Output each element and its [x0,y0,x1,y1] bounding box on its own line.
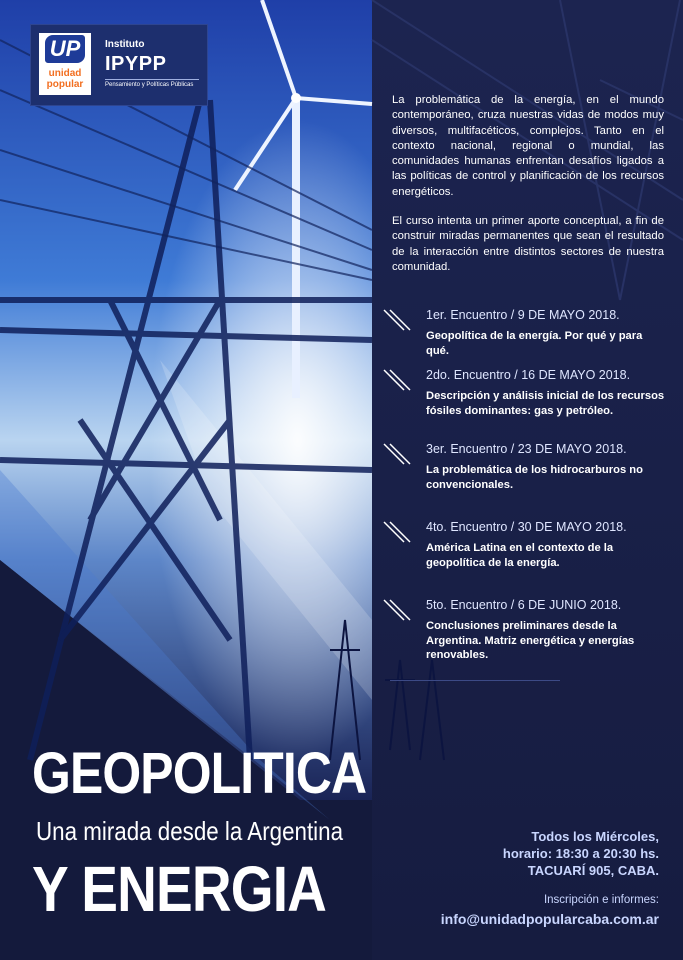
institute-label: Instituto [105,39,145,50]
double-slash-icon [380,308,420,342]
schedule-day: Todos los Miércoles, [531,829,659,844]
intro-paragraph-2: El curso intenta un primer aporte conceptual, a fin de construir miradas permanentes que sean el resultado de la interacción entre distintos sectores de nuestra comunidad. [392,215,664,273]
schedule-info [503,828,659,879]
intro-paragraph-1: La problemática de la energía, en el mundo contemporáneo, cruza nuestras vidas de modos muy diversos, multifacéticos, complejos. Tanto en el contexto nacional, regional o mundial, las comunidades humanas enfrentan desafíos ligados a las políticas de control y planificación de los recursos energéticos. [392,94,664,198]
up-logo-letters: UP [45,35,85,63]
session-description: Conclusiones preliminares desde la Argentina. Matriz energética y energías renovables. [426,620,635,661]
sessions-divider [390,680,560,681]
up-logo-word-2: popular [46,79,84,90]
registration-label: Inscripción e informes: [543,894,659,906]
double-slash-icon [380,368,420,402]
intro-text [392,93,664,289]
logo-block [30,24,208,106]
up-logo-word-1: unidad [48,68,82,79]
main-title-line-2: Y ENERGIA [32,853,327,925]
double-slash-icon [380,598,420,632]
session-heading: 1er. Encuentro / 9 DE MAYO 2018. [426,308,620,322]
session-heading: 3er. Encuentro / 23 DE MAYO 2018. [426,442,627,456]
session-description: Geopolítica de la energía. Por qué y para qué. [426,330,643,357]
institute-divider [105,79,199,80]
schedule-time: horario: 18:30 a 20:30 hs. [502,846,659,861]
session-description: La problemática de los hidrocarburos no convencionales. [426,464,643,491]
session-heading: 5to. Encuentro / 6 DE JUNIO 2018. [426,598,622,612]
unidad-popular-logo [39,33,91,95]
double-slash-icon [380,520,420,554]
institute-name: IPYPP [105,53,167,75]
session-description: Descripción y análisis inicial de los recursos fósiles dominantes: gas y petróleo. [426,390,665,417]
schedule-address: TACUARÍ 905, CABA. [527,863,659,878]
institute-subtitle: Pensamiento y Políticas Públicas [105,82,194,88]
session-heading: 4to. Encuentro / 30 DE MAYO 2018. [426,520,627,534]
session-description: América Latina en el contexto de la geopolítica de la energía. [426,542,614,569]
main-subtitle: Una mirada desde la Argentina [36,816,344,846]
main-title-line-1: GEOPOLITICA [32,741,367,806]
session-heading: 2do. Encuentro / 16 DE MAYO 2018. [426,368,631,382]
contact-email-link[interactable]: info@unidadpopularcaba.com.ar [440,911,659,927]
double-slash-icon [380,442,420,476]
